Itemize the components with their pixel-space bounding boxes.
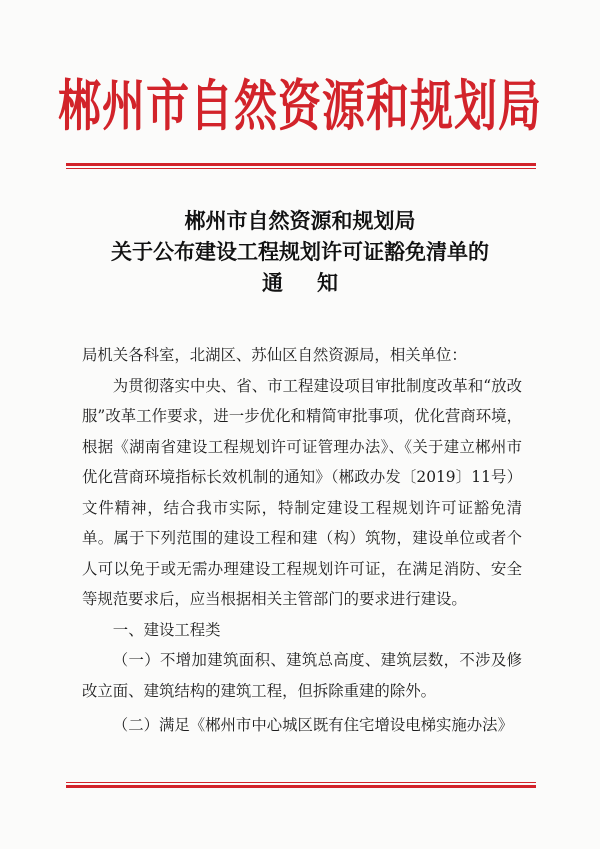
document-title: [40, 205, 560, 298]
letterhead-red-rule-thick: [66, 163, 536, 166]
letterhead-title: 郴州市自然资源和规划局: [58, 74, 542, 139]
title-line-1: 郴州市自然资源和规划局: [184, 208, 416, 233]
footer-red-rule-thick: [66, 785, 536, 788]
greeting-line: 局机关各科室，北湖区、苏仙区自然资源局，相关单位：: [82, 346, 467, 364]
item-2: （二）满足《郴州市中心城区既有住宅增设电梯实施办法》: [112, 716, 513, 734]
title-line-2: 关于公布建设工程规划许可证豁免清单的: [111, 239, 489, 264]
paragraph-1: 为贯彻落实中央、省、市工程建设项目审批制度改革和“放改服”改革工作要求，进一步优化和精简审批事项，优化营商环境，根据《湖南省建设工程规划许可证管理办法》、《关于建立郴州市优化营商环境指标长效机制的通知》（郴政办发〔2019〕11号）文件精神，结合我市实际，特制定建设工程规划许可证豁免清单。属于下列范围的建设工程和建（构）筑物，建设单位或者个人可以免于或无需办理建设工程规划许可证，在满足消防、安全等规范要求后，应当根据相关主管部门的要求进行建设。: [82, 376, 522, 608]
letterhead-red-rule-thin: [66, 168, 536, 169]
title-line-3: 通知: [262, 270, 372, 295]
section-1-heading: 一、建设工程类: [112, 620, 221, 639]
item-1: （一）不增加建筑面积、建筑总高度、建筑层数，不涉及修改立面、建筑结构的建筑工程，但拆除重建的除外。: [82, 651, 522, 700]
document-body: [82, 340, 522, 741]
footer-red-rule-thin: [66, 782, 536, 783]
